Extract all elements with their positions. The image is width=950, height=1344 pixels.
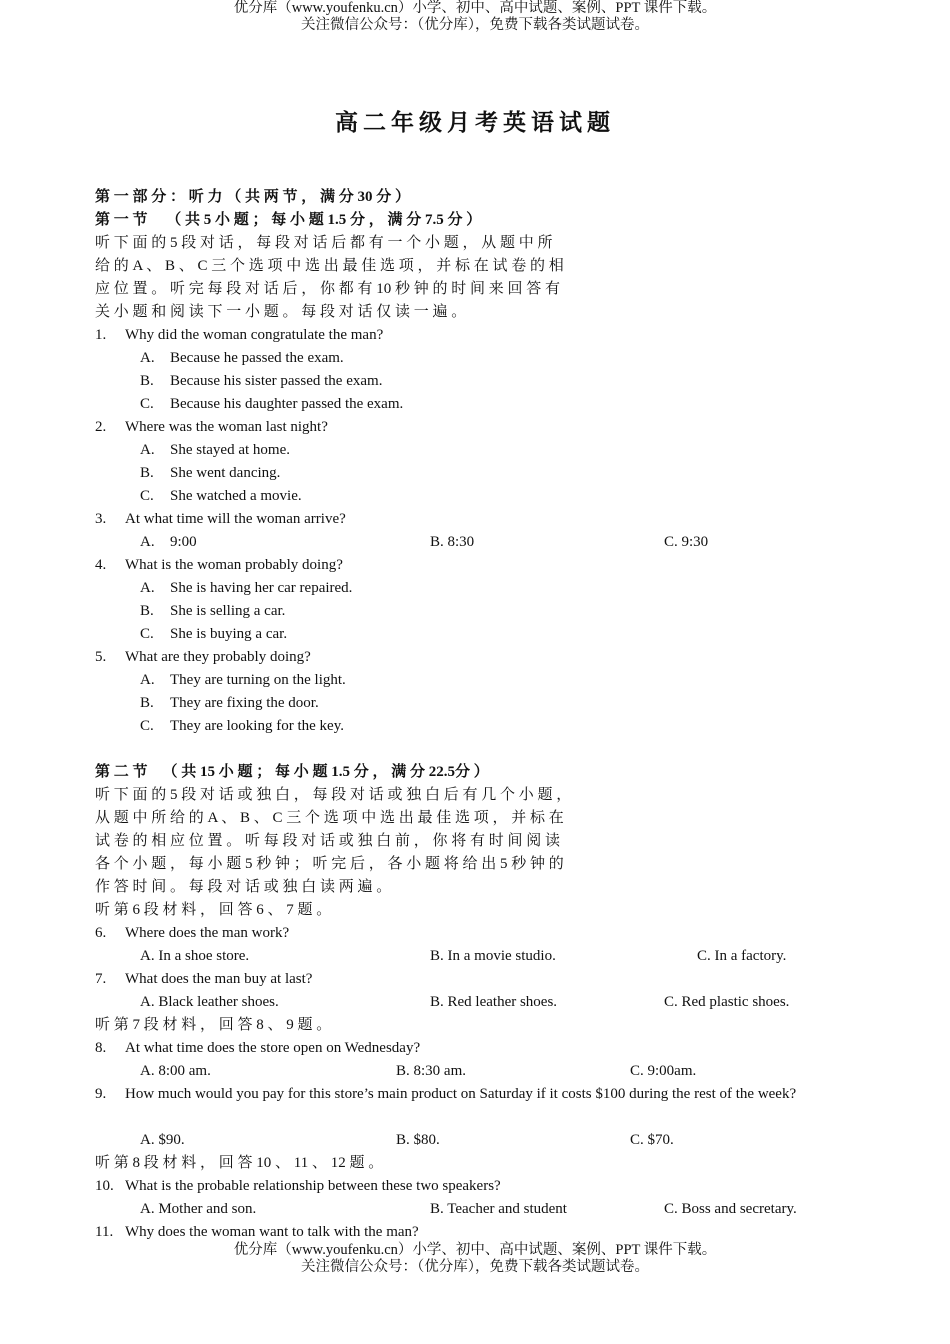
question-number: 5. — [95, 649, 107, 665]
option-text: 9:00 — [170, 534, 197, 550]
question-number: 6. — [95, 925, 107, 941]
option-a: A. $90. — [140, 1132, 185, 1148]
option-b: B. Red leather shoes. — [430, 994, 558, 1010]
options-row — [95, 531, 855, 554]
option-letter: C. — [140, 396, 154, 412]
option-letter: B. — [140, 695, 154, 711]
question-10 — [95, 1175, 855, 1198]
option-a — [95, 347, 855, 370]
option-b — [95, 462, 855, 485]
option-letter: B. — [140, 465, 154, 481]
question-number: 8. — [95, 1040, 107, 1056]
option-c: C. $70. — [630, 1132, 674, 1148]
option-c: C. Boss and secretary. — [664, 1201, 797, 1217]
option-a — [95, 669, 855, 692]
question-text: At what time does the store open on Wednesday? — [125, 1040, 421, 1056]
option-a: A. In a shoe store. — [140, 948, 250, 964]
option-letter: A. — [140, 442, 155, 458]
question-text: Where does the man work? — [125, 925, 290, 941]
option-c: C. Red plastic shoes. — [664, 994, 790, 1010]
question-number: 11. — [95, 1224, 114, 1240]
option-b: B. 8:30 — [430, 534, 475, 550]
question-7 — [95, 968, 855, 991]
option-a: A. 8:00 am. — [140, 1063, 211, 1079]
footer-line-2: 关注微信公众号：（优分库），免费下载各类试题试卷。 — [301, 1259, 649, 1275]
question-text: What is the probable relationship between these two speakers? — [125, 1178, 501, 1194]
page-footer — [0, 1242, 950, 1276]
section2-instruction: 各 个 小 题 ， 每 小 题 5 秒 钟 ； 听 完 后 ， 各 小 题 将 给 出 5 秒 钟 的 — [95, 856, 564, 872]
section2-instruction: 听 下 面 的 5 段 对 话 或 独 白 ， 每 段 对 话 或 独 白 后 有 几 个 小 题 ， — [95, 787, 572, 803]
option-text: Because he passed the exam. — [170, 350, 344, 366]
question-6 — [95, 922, 855, 945]
question-number: 7. — [95, 971, 107, 987]
option-letter: A. — [140, 534, 155, 550]
option-letter: C. — [140, 488, 154, 504]
option-text: They are turning on the light. — [170, 672, 346, 688]
option-text: They are fixing the door. — [170, 695, 319, 711]
page-header — [0, 0, 950, 34]
footer-line-1: 优分库（www.youfenku.cn）小学、初中、高中试题、案例、PPT 课件下载。 — [233, 1242, 717, 1258]
section1-instruction: 关 小 题 和 阅 读 下 一 小 题 。 每 段 对 话 仅 读 一 遍 。 — [95, 304, 467, 320]
option-b: B. Teacher and student — [430, 1201, 567, 1217]
option-c — [95, 623, 855, 646]
question-3 — [95, 508, 855, 531]
header-line-1: 优分库（www.youfenku.cn）小学、初中、高中试题、案例、PPT 课件下载。 — [233, 0, 717, 16]
option-text: Because his sister passed the exam. — [170, 373, 383, 389]
question-9 — [95, 1083, 855, 1129]
option-b: B. $80. — [396, 1132, 440, 1148]
part1-heading: 第 一 部 分 ： 听 力 （ 共 两 节 ， 满 分 30 分 ） — [95, 189, 411, 205]
question-11 — [95, 1221, 855, 1244]
question-number: 1. — [95, 327, 107, 343]
section2-instruction: 作 答 时 间 。 每 段 对 话 或 独 白 读 两 遍 。 — [95, 879, 392, 895]
question-2 — [95, 416, 855, 439]
question-text: How much would you pay for this store’s main product on Saturday if it costs $100 during the rest of the week? — [125, 1086, 797, 1102]
option-a — [95, 439, 855, 462]
option-text: Because his daughter passed the exam. — [170, 396, 404, 412]
question-text: What is the woman probably doing? — [125, 557, 343, 573]
option-b: B. In a movie studio. — [430, 948, 556, 964]
option-a: A. Black leather shoes. — [140, 994, 279, 1010]
option-letter: A. — [140, 350, 155, 366]
material-8-heading: 听 第 8 段 材 料 ， 回 答 10 、 11 、 12 题 。 — [95, 1155, 384, 1171]
options-row — [95, 1060, 855, 1083]
option-a — [95, 577, 855, 600]
options-row — [95, 945, 855, 968]
options-row — [95, 1198, 855, 1221]
option-c: C. 9:30 — [664, 534, 709, 550]
option-letter: C. — [140, 626, 154, 642]
option-c — [95, 485, 855, 508]
material-7-heading: 听 第 7 段 材 料 ， 回 答 8 、 9 题 。 — [95, 1017, 332, 1033]
option-c: C. In a factory. — [697, 948, 787, 964]
question-text: Why did the woman congratulate the man? — [125, 327, 384, 343]
question-text: Where was the woman last night? — [125, 419, 328, 435]
option-b — [95, 600, 855, 623]
option-b: B. 8:30 am. — [396, 1063, 466, 1079]
section1-instruction: 听 下 面 的 5 段 对 话 ， 每 段 对 话 后 都 有 一 个 小 题 ， 从 题 中 所 — [95, 235, 553, 251]
options-row — [95, 991, 855, 1014]
question-number: 9. — [95, 1086, 107, 1102]
exam-content — [95, 186, 855, 1244]
option-letter: C. — [140, 718, 154, 734]
question-text: What are they probably doing? — [125, 649, 311, 665]
page-title: 高二年级月考英语试题 — [335, 109, 615, 136]
section2-heading: 第 二 节 （ 共 15 小 题 ； 每 小 题 1.5 分 ， 满 分 22.5分 ） — [95, 764, 489, 780]
option-letter: A. — [140, 672, 155, 688]
section2-instruction: 试 卷 的 相 应 位 置 。 听 每 段 对 话 或 独 白 前 ， 你 将 有 时 间 阅 读 — [95, 833, 561, 849]
section1-heading: 第 一 节 （ 共 5 小 题 ； 每 小 题 1.5 分 ， 满 分 7.5 分 ） — [95, 212, 482, 228]
question-8 — [95, 1037, 855, 1060]
question-text: At what time will the woman arrive? — [125, 511, 346, 527]
material-6-heading: 听 第 6 段 材 料 ， 回 答 6 、 7 题 。 — [95, 902, 332, 918]
option-c — [95, 393, 855, 416]
section1-instruction: 应 位 置 。 听 完 每 段 对 话 后 ， 你 都 有 10 秒 钟 的 时 间 来 回 答 有 — [95, 281, 561, 297]
header-line-2: 关注微信公众号：（优分库），免费下载各类试题试卷。 — [301, 17, 649, 33]
question-number: 4. — [95, 557, 107, 573]
question-5 — [95, 646, 855, 669]
option-text: She is buying a car. — [170, 626, 288, 642]
option-text: She stayed at home. — [170, 442, 290, 458]
question-number: 10. — [95, 1178, 114, 1194]
question-number: 2. — [95, 419, 107, 435]
option-a: A. Mother and son. — [140, 1201, 257, 1217]
option-b — [95, 370, 855, 393]
option-letter: A. — [140, 580, 155, 596]
question-1 — [95, 324, 855, 347]
question-text: Why does the woman want to talk with the man? — [125, 1224, 419, 1240]
question-number: 3. — [95, 511, 107, 527]
option-text: She is having her car repaired. — [170, 580, 353, 596]
option-c — [95, 715, 855, 738]
option-text: She is selling a car. — [170, 603, 286, 619]
blank-line — [95, 738, 855, 761]
section2-instruction: 从 题 中 所 给 的 A 、 B 、 C 三 个 选 项 中 选 出 最 佳 选 项 ， 并 标 在 — [95, 810, 564, 826]
section1-instruction: 给 的 A 、 B 、 C 三 个 选 项 中 选 出 最 佳 选 项 ， 并 标 在 试 卷 的 相 — [95, 258, 564, 274]
option-c: C. 9:00am. — [630, 1063, 697, 1079]
option-letter: B. — [140, 603, 154, 619]
option-b — [95, 692, 855, 715]
option-text: She watched a movie. — [170, 488, 302, 504]
question-text: What does the man buy at last? — [125, 971, 313, 987]
options-row — [95, 1129, 855, 1152]
option-letter: B. — [140, 373, 154, 389]
option-text: She went dancing. — [170, 465, 281, 481]
question-4 — [95, 554, 855, 577]
option-text: They are looking for the key. — [170, 718, 344, 734]
